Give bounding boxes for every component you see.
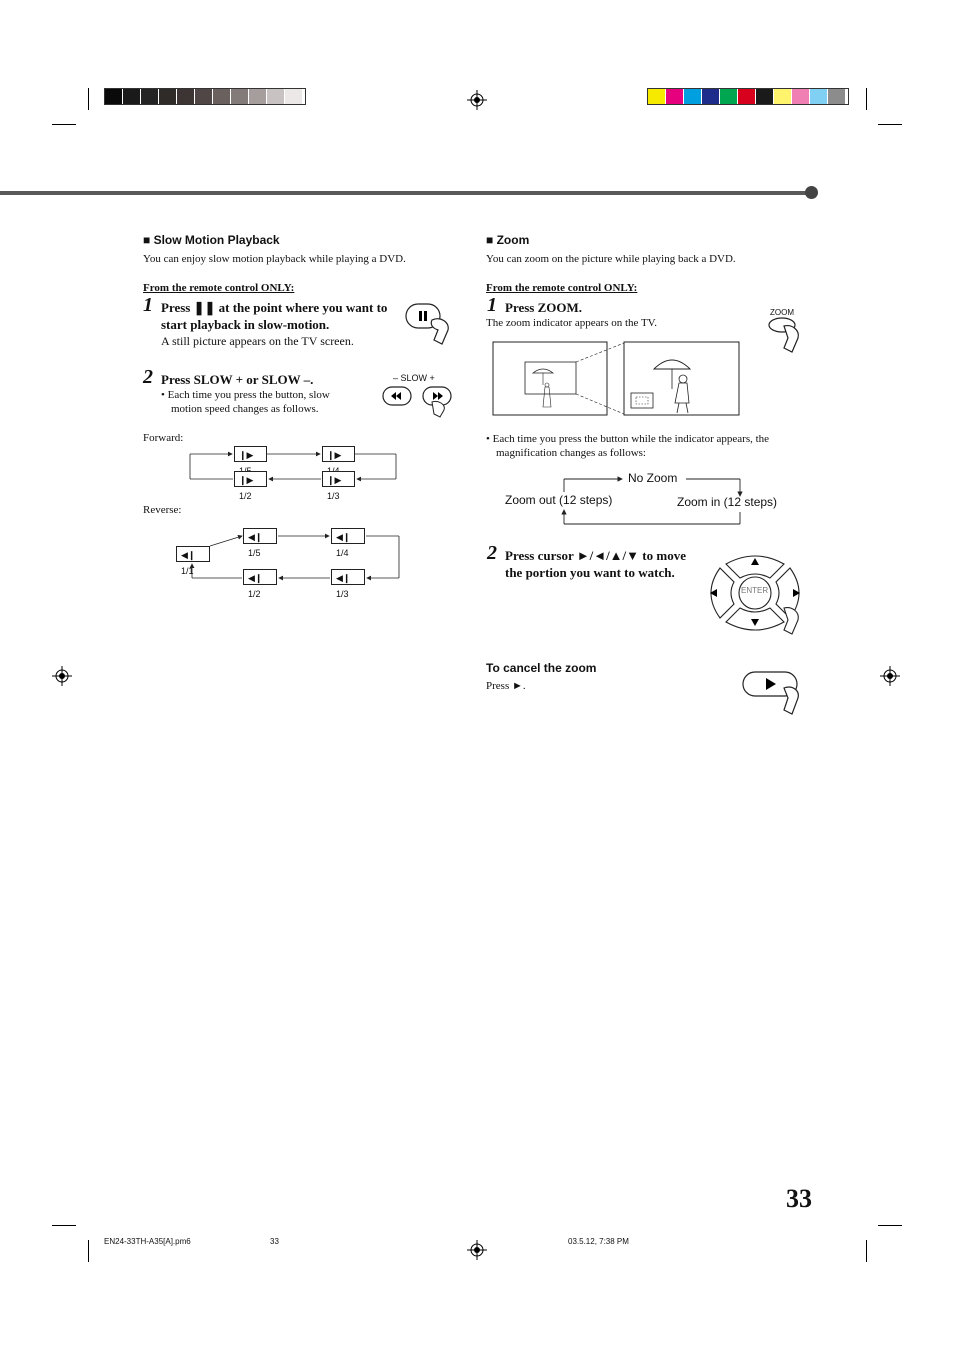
color-bar-outline-left bbox=[104, 88, 306, 105]
reverse-speed-box: ◀❙ 1/2 bbox=[243, 569, 277, 585]
step-text: Press ZOOM. bbox=[505, 300, 583, 315]
zoom-bullet: • Each time you press the button while the indicator appears, the bbox=[486, 433, 770, 445]
forward-speed-box: ❙▶ bbox=[322, 446, 355, 462]
remote-only-label: From the remote control ONLY: bbox=[143, 282, 295, 294]
step-text: Press ❚❚ at the point where you want to bbox=[161, 300, 388, 315]
step-text: Press SLOW + or SLOW –. bbox=[161, 372, 314, 387]
crop-mark bbox=[52, 124, 76, 125]
step-note: The zoom indicator appears on the TV. bbox=[486, 317, 657, 329]
registration-target-icon bbox=[467, 90, 487, 110]
zoom-intro: You can zoom on the picture while playing back a DVD. bbox=[486, 253, 736, 265]
footer-date: 03.5.12, 7:38 PM bbox=[568, 1237, 629, 1246]
step-bullet: • Each time you press the button, slow bbox=[161, 389, 330, 401]
zoom-state-zoom-out: Zoom out (12 steps) bbox=[505, 493, 613, 507]
step-number: 2 bbox=[487, 542, 497, 564]
header-rule bbox=[0, 191, 810, 195]
step-bullet: motion speed changes as follows. bbox=[171, 403, 319, 415]
pause-button-icon bbox=[402, 300, 456, 346]
zoom-state-zoom-in: Zoom in (12 steps) bbox=[677, 495, 778, 509]
reverse-speed-box: ◀❙ 1/4 bbox=[331, 528, 365, 544]
color-bar-outline-right bbox=[647, 88, 849, 105]
step-text: the portion you want to watch. bbox=[505, 565, 675, 580]
zoom-button-label: ZOOM bbox=[770, 308, 794, 317]
zoom-tv-illustration bbox=[491, 341, 741, 417]
slow-buttons-icon bbox=[380, 384, 454, 418]
header-rule-dot bbox=[805, 186, 818, 199]
cancel-zoom-heading: To cancel the zoom bbox=[486, 661, 597, 675]
crop-mark bbox=[866, 88, 867, 110]
step-number: 2 bbox=[143, 366, 153, 388]
forward-flow-arrows bbox=[185, 440, 405, 490]
slow-motion-heading: ■ Slow Motion Playback bbox=[143, 233, 280, 247]
step-text: start playback in slow-motion. bbox=[161, 317, 330, 332]
enter-button-label: ENTER bbox=[741, 586, 769, 595]
cancel-zoom-text: Press ►. bbox=[486, 680, 526, 692]
page-number: 33 bbox=[786, 1184, 812, 1213]
reverse-label: Reverse: bbox=[143, 504, 182, 516]
remote-only-label: From the remote control ONLY: bbox=[486, 282, 638, 294]
slow-button-label: – SLOW + bbox=[393, 373, 435, 383]
slow-motion-intro: You can enjoy slow motion playback while playing a DVD. bbox=[143, 253, 406, 265]
zoom-bullet: magnification changes as follows: bbox=[496, 447, 646, 459]
forward-speed-box: ❙▶ 1/3 bbox=[322, 471, 355, 487]
crop-mark bbox=[88, 1240, 89, 1262]
crop-mark bbox=[52, 1225, 76, 1226]
step-text: Press cursor ►/◄/▲/▼ to move bbox=[505, 548, 686, 563]
crop-mark bbox=[878, 124, 902, 125]
registration-target-icon bbox=[880, 666, 900, 686]
zoom-button-icon bbox=[766, 316, 810, 354]
zoom-state-no-zoom: No Zoom bbox=[628, 471, 678, 485]
reverse-speed-box: ◀❙ 1/1 bbox=[176, 546, 210, 562]
reverse-speed-box: ◀❙ 1/5 bbox=[243, 528, 277, 544]
step-note: A still picture appears on the TV screen. bbox=[161, 334, 354, 348]
footer-file-name: EN24-33TH-A35[A].pm6 bbox=[104, 1237, 191, 1246]
step-number: 1 bbox=[143, 294, 153, 316]
reverse-speed-box: ◀❙ 1/3 bbox=[331, 569, 365, 585]
step-number: 1 bbox=[487, 294, 497, 316]
registration-target-icon bbox=[467, 1240, 487, 1260]
crop-mark bbox=[866, 1240, 867, 1262]
forward-label: Forward: bbox=[143, 432, 184, 444]
registration-target-icon bbox=[52, 666, 72, 686]
crop-mark bbox=[88, 88, 89, 110]
zoom-heading: ■ Zoom bbox=[486, 233, 530, 247]
crop-mark bbox=[878, 1225, 902, 1226]
play-button-icon bbox=[740, 668, 806, 716]
forward-speed-box: ❙▶ 1/2 bbox=[234, 471, 267, 487]
reverse-flow-arrows bbox=[170, 520, 410, 590]
footer-page: 33 bbox=[270, 1237, 279, 1246]
forward-speed-box: ❙▶ bbox=[234, 446, 267, 462]
